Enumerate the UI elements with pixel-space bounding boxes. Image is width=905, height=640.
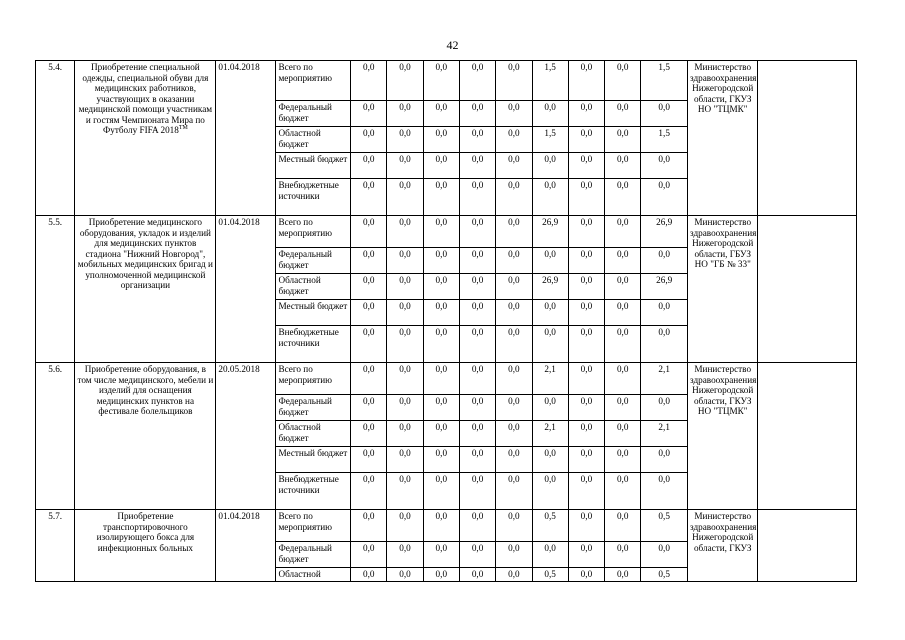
value-cell: 0,0 — [568, 395, 604, 421]
value-cell: 0,0 — [568, 568, 604, 582]
value-cell: 0,0 — [387, 127, 423, 153]
value-cell: 0,0 — [351, 179, 387, 216]
executor: Министерство здравоохранения Нижегородской области, ГКУЗ НО "ТЦМК" — [687, 363, 757, 510]
funding-source: Федеральный бюджет — [276, 395, 351, 421]
value-cell: 0,0 — [496, 568, 532, 582]
value-cell: 0,0 — [423, 300, 459, 326]
value-cell: 0,0 — [641, 179, 688, 216]
value-cell: 0,0 — [459, 248, 495, 274]
value-cell: 0,0 — [605, 447, 641, 473]
funding-source: Федеральный бюджет — [276, 101, 351, 127]
item-name: Приобретение оборудования, в том числе медицинского, мебели и изделий для оснащения медицинских пунктов на фестивале болельщиков — [77, 364, 214, 416]
value-cell: 0,0 — [423, 248, 459, 274]
value-cell: 0,0 — [568, 510, 604, 542]
value-cell: 0,0 — [641, 101, 688, 127]
value-cell: 0,0 — [532, 542, 568, 568]
value-cell: 0,0 — [605, 568, 641, 582]
value-cell: 0,0 — [496, 127, 532, 153]
value-cell: 0,0 — [351, 274, 387, 300]
value-cell: 0,0 — [423, 542, 459, 568]
value-cell: 0,0 — [532, 473, 568, 510]
value-cell: 0,0 — [459, 127, 495, 153]
value-cell: 0,0 — [387, 395, 423, 421]
value-cell: 0,5 — [532, 510, 568, 542]
value-cell: 0,0 — [387, 153, 423, 179]
funding-source: Областной бюджет — [276, 421, 351, 447]
value-cell: 0,0 — [423, 61, 459, 101]
value-cell: 0,0 — [351, 473, 387, 510]
value-cell: 0,0 — [387, 61, 423, 101]
table-row — [36, 61, 857, 101]
value-cell: 0,0 — [605, 363, 641, 395]
value-cell: 0,0 — [496, 542, 532, 568]
value-cell: 0,0 — [423, 127, 459, 153]
item-name-cell — [75, 510, 216, 582]
value-cell: 0,0 — [351, 248, 387, 274]
value-cell: 0,0 — [459, 510, 495, 542]
program-table — [35, 60, 857, 582]
value-cell: 2,1 — [641, 363, 688, 395]
value-cell: 0,0 — [387, 447, 423, 473]
value-cell: 0,0 — [496, 326, 532, 363]
value-cell: 2,1 — [641, 421, 688, 447]
value-cell: 26,9 — [532, 274, 568, 300]
funding-source: Всего по мероприятию — [276, 216, 351, 248]
value-cell: 26,9 — [532, 216, 568, 248]
value-cell: 0,0 — [641, 300, 688, 326]
item-name: Приобретение транспортировочного изолирующего бокса для инфекционных больных — [96, 511, 195, 553]
value-cell: 0,0 — [351, 363, 387, 395]
funding-source: Местный бюджет — [276, 153, 351, 179]
funding-source: Всего по мероприятию — [276, 61, 351, 101]
value-cell: 0,0 — [605, 300, 641, 326]
value-cell: 0,0 — [387, 510, 423, 542]
funding-source: Федеральный бюджет — [276, 248, 351, 274]
item-date: 01.04.2018 — [216, 216, 276, 363]
item-name-cell — [75, 61, 216, 216]
value-cell: 0,0 — [496, 363, 532, 395]
value-cell: 0,5 — [532, 568, 568, 582]
value-cell: 0,0 — [351, 153, 387, 179]
value-cell: 0,0 — [532, 101, 568, 127]
value-cell: 0,0 — [459, 447, 495, 473]
item-name-cell — [75, 363, 216, 510]
value-cell: 0,0 — [459, 101, 495, 127]
value-cell: 0,0 — [641, 248, 688, 274]
executor: Министерство здравоохранения Нижегородской области, ГБУЗ НО "ГБ № 33" — [687, 216, 757, 363]
value-cell: 1,5 — [532, 61, 568, 101]
value-cell: 0,0 — [568, 248, 604, 274]
value-cell: 0,0 — [532, 179, 568, 216]
value-cell: 1,5 — [641, 127, 688, 153]
funding-source: Местный бюджет — [276, 447, 351, 473]
value-cell: 0,0 — [605, 510, 641, 542]
funding-source: Внебюджетные источники — [276, 179, 351, 216]
value-cell: 0,0 — [423, 473, 459, 510]
value-cell: 0,0 — [423, 568, 459, 582]
page-number: 42 — [446, 38, 459, 52]
value-cell: 0,0 — [568, 127, 604, 153]
value-cell: 0,0 — [532, 248, 568, 274]
value-cell: 0,0 — [387, 216, 423, 248]
value-cell: 0,0 — [351, 101, 387, 127]
value-cell: 0,0 — [496, 101, 532, 127]
value-cell: 0,0 — [423, 153, 459, 179]
value-cell: 0,0 — [423, 421, 459, 447]
value-cell: 0,0 — [605, 395, 641, 421]
value-cell: 0,0 — [568, 326, 604, 363]
value-cell: 0,0 — [459, 421, 495, 447]
value-cell: 0,0 — [423, 363, 459, 395]
value-cell: 0,0 — [459, 216, 495, 248]
value-cell: 0,0 — [387, 473, 423, 510]
item-date: 01.04.2018 — [216, 510, 276, 582]
value-cell: 0,0 — [605, 61, 641, 101]
value-cell: 0,0 — [351, 510, 387, 542]
value-cell: 0,0 — [605, 326, 641, 363]
item-number: 5.4. — [36, 61, 75, 216]
value-cell: 0,0 — [568, 542, 604, 568]
table-row — [36, 510, 857, 542]
value-cell: 0,0 — [423, 395, 459, 421]
value-cell: 0,0 — [568, 274, 604, 300]
value-cell: 0,0 — [532, 300, 568, 326]
value-cell: 0,0 — [496, 447, 532, 473]
empty-cell — [758, 61, 857, 216]
value-cell: 0,0 — [423, 179, 459, 216]
value-cell: 0,0 — [459, 326, 495, 363]
value-cell: 0,0 — [423, 101, 459, 127]
funding-source: Местный бюджет — [276, 300, 351, 326]
value-cell: 0,0 — [423, 326, 459, 363]
value-cell: 0,0 — [532, 447, 568, 473]
value-cell: 0,0 — [568, 363, 604, 395]
funding-source: Всего по мероприятию — [276, 363, 351, 395]
value-cell: 0,0 — [387, 363, 423, 395]
value-cell: 0,0 — [351, 542, 387, 568]
value-cell: 1,5 — [641, 61, 688, 101]
value-cell: 0,0 — [496, 61, 532, 101]
value-cell: 0,0 — [568, 179, 604, 216]
value-cell: 0,0 — [605, 274, 641, 300]
value-cell: 0,0 — [459, 300, 495, 326]
item-date: 20.05.2018 — [216, 363, 276, 510]
value-cell: 0,0 — [351, 61, 387, 101]
value-cell: 0,0 — [605, 216, 641, 248]
item-number: 5.5. — [36, 216, 75, 363]
value-cell: 0,0 — [641, 473, 688, 510]
value-cell: 0,0 — [496, 300, 532, 326]
value-cell: 0,0 — [351, 421, 387, 447]
value-cell: 0,0 — [568, 473, 604, 510]
value-cell: 0,0 — [351, 300, 387, 326]
value-cell: 0,0 — [641, 395, 688, 421]
value-cell: 0,0 — [568, 300, 604, 326]
value-cell: 0,0 — [605, 101, 641, 127]
value-cell: 0,0 — [605, 127, 641, 153]
funding-source: Областной — [276, 568, 351, 582]
table-row — [36, 216, 857, 248]
value-cell: 0,0 — [568, 153, 604, 179]
value-cell: 0,0 — [532, 153, 568, 179]
value-cell: 0,0 — [459, 274, 495, 300]
value-cell: 0,0 — [459, 61, 495, 101]
value-cell: 0,0 — [459, 153, 495, 179]
value-cell: 0,0 — [532, 326, 568, 363]
table-row — [36, 363, 857, 395]
item-name: Приобретение специальной одежды, специальной обуви для медицинских работников, участвующих в оказании медицинской помощи участникам и гостям Чемпионата Мира по Футболу FIFA 2018 — [78, 62, 213, 135]
value-cell: 0,0 — [496, 395, 532, 421]
value-cell: 0,0 — [387, 248, 423, 274]
value-cell: 0,0 — [387, 274, 423, 300]
funding-source: Областной бюджет — [276, 127, 351, 153]
value-cell: 0,0 — [568, 421, 604, 447]
value-cell: 0,0 — [496, 216, 532, 248]
value-cell: 0,0 — [351, 447, 387, 473]
value-cell: 0,0 — [641, 447, 688, 473]
value-cell: 0,0 — [568, 61, 604, 101]
value-cell: 0,0 — [496, 153, 532, 179]
value-cell: 0,0 — [423, 274, 459, 300]
item-name-cell — [75, 216, 216, 363]
value-cell: 0,0 — [568, 447, 604, 473]
value-cell: 0,0 — [496, 274, 532, 300]
value-cell: 0,0 — [351, 216, 387, 248]
value-cell: 2,1 — [532, 421, 568, 447]
value-cell: 0,0 — [351, 127, 387, 153]
executor: Министерство здравоохранения Нижегородской области, ГКУЗ — [687, 510, 757, 582]
value-cell: 0,0 — [605, 542, 641, 568]
value-cell: 0,0 — [459, 395, 495, 421]
value-cell: 0,0 — [605, 473, 641, 510]
item-name: Приобретение медицинского оборудования, укладок и изделий для медицинских пунктов стадиона "Нижний Новгород", мобильных медицинских бригад и уполномоченной медицинской организации — [77, 217, 213, 290]
empty-cell — [758, 216, 857, 363]
value-cell: 0,0 — [496, 179, 532, 216]
funding-source: Всего по мероприятию — [276, 510, 351, 542]
value-cell: 2,1 — [532, 363, 568, 395]
funding-source: Внебюджетные источники — [276, 326, 351, 363]
value-cell: 0,0 — [459, 473, 495, 510]
value-cell: 0,0 — [387, 326, 423, 363]
item-number: 5.6. — [36, 363, 75, 510]
value-cell: 0,0 — [496, 421, 532, 447]
value-cell: 0,0 — [423, 447, 459, 473]
value-cell: 0,0 — [605, 248, 641, 274]
item-name-superscript: ТМ — [178, 124, 188, 131]
value-cell: 0,0 — [568, 216, 604, 248]
value-cell: 0,0 — [496, 473, 532, 510]
value-cell: 0,0 — [387, 421, 423, 447]
value-cell: 0,0 — [351, 568, 387, 582]
value-cell: 0,0 — [605, 421, 641, 447]
value-cell: 0,0 — [641, 326, 688, 363]
value-cell: 0,0 — [605, 153, 641, 179]
item-number: 5.7. — [36, 510, 75, 582]
value-cell: 0,0 — [568, 101, 604, 127]
item-date: 01.04.2018 — [216, 61, 276, 216]
value-cell: 0,0 — [387, 568, 423, 582]
value-cell: 0,0 — [387, 101, 423, 127]
value-cell: 0,0 — [387, 542, 423, 568]
value-cell: 0,0 — [605, 179, 641, 216]
value-cell: 0,0 — [641, 153, 688, 179]
funding-source: Федеральный бюджет — [276, 542, 351, 568]
value-cell: 0,0 — [459, 542, 495, 568]
value-cell: 1,5 — [532, 127, 568, 153]
value-cell: 0,0 — [387, 179, 423, 216]
value-cell: 0,0 — [459, 363, 495, 395]
value-cell: 0,0 — [387, 300, 423, 326]
value-cell: 0,0 — [496, 248, 532, 274]
value-cell: 0,0 — [496, 510, 532, 542]
value-cell: 0,0 — [459, 179, 495, 216]
value-cell: 0,5 — [641, 510, 688, 542]
value-cell: 0,5 — [641, 568, 688, 582]
value-cell: 0,0 — [532, 395, 568, 421]
empty-cell — [758, 510, 857, 582]
value-cell: 0,0 — [641, 542, 688, 568]
value-cell: 0,0 — [423, 510, 459, 542]
value-cell: 0,0 — [423, 216, 459, 248]
value-cell: 26,9 — [641, 216, 688, 248]
value-cell: 0,0 — [351, 326, 387, 363]
executor: Министерство здравоохранения Нижегородской области, ГКУЗ НО "ТЦМК" — [687, 61, 757, 216]
value-cell: 0,0 — [351, 395, 387, 421]
value-cell: 0,0 — [459, 568, 495, 582]
value-cell: 26,9 — [641, 274, 688, 300]
funding-source: Внебюджетные источники — [276, 473, 351, 510]
empty-cell — [758, 363, 857, 510]
funding-source: Областной бюджет — [276, 274, 351, 300]
